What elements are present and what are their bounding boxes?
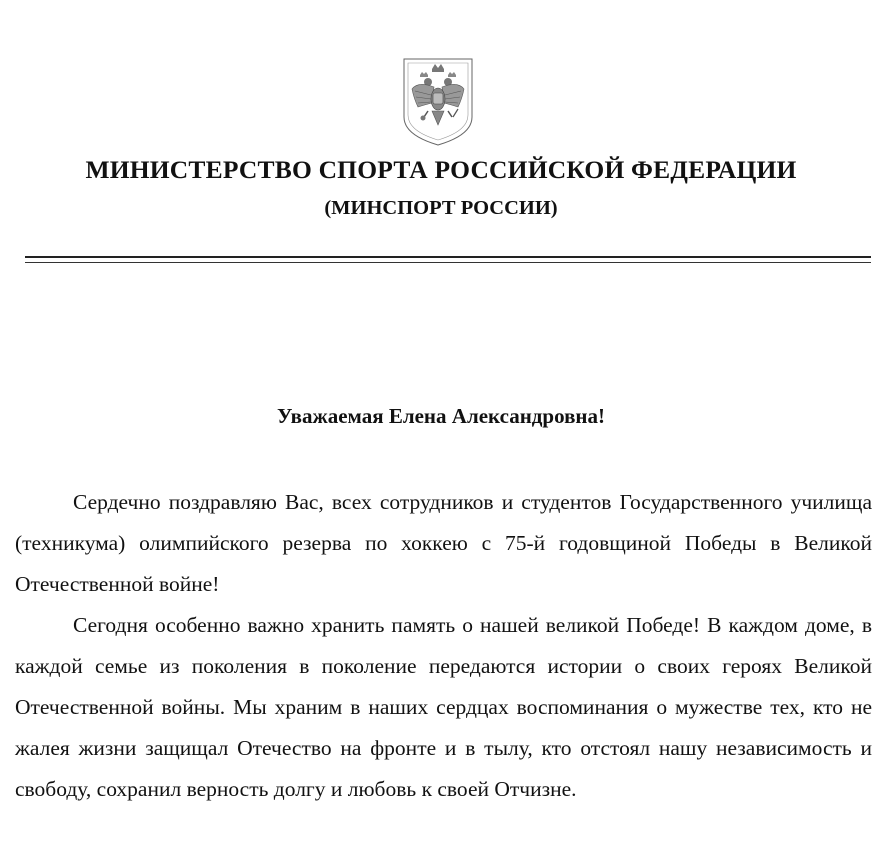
header-divider-thin: [25, 262, 871, 263]
letter-body: [15, 482, 872, 810]
ministry-name: МИНИСТЕРСТВО СПОРТА РОССИЙСКОЙ ФЕДЕРАЦИИ: [85, 155, 797, 184]
letter-paragraph: Сегодня особенно важно хранить память о нашей великой Победе! В каждом доме, в каждой семье из поколения в поколение передаются истории о своих героях Великой Отечественной войны. Мы храним в наших сердцах воспоминания о мужестве тех, кто не жалея жизни защищал Отечество на фронте и в тылу, кто отстоял нашу независимость и свободу, сохранил верность долгу и любовь к своей Отчизне.: [15, 613, 872, 801]
coat-of-arms-icon: [398, 55, 478, 147]
header-divider-thick: [25, 256, 871, 258]
letter-greeting: Уважаемая Елена Александровна!: [276, 404, 606, 428]
letter-paragraph: Сердечно поздравляю Вас, всех сотрудников и студентов Государственного училища (техникума) олимпийского резерва по хоккею с 75-й годовщиной Победы в Великой Отечественной войне!: [15, 490, 872, 596]
ministry-short-name: (МИНСПОРТ РОССИИ): [324, 197, 558, 219]
